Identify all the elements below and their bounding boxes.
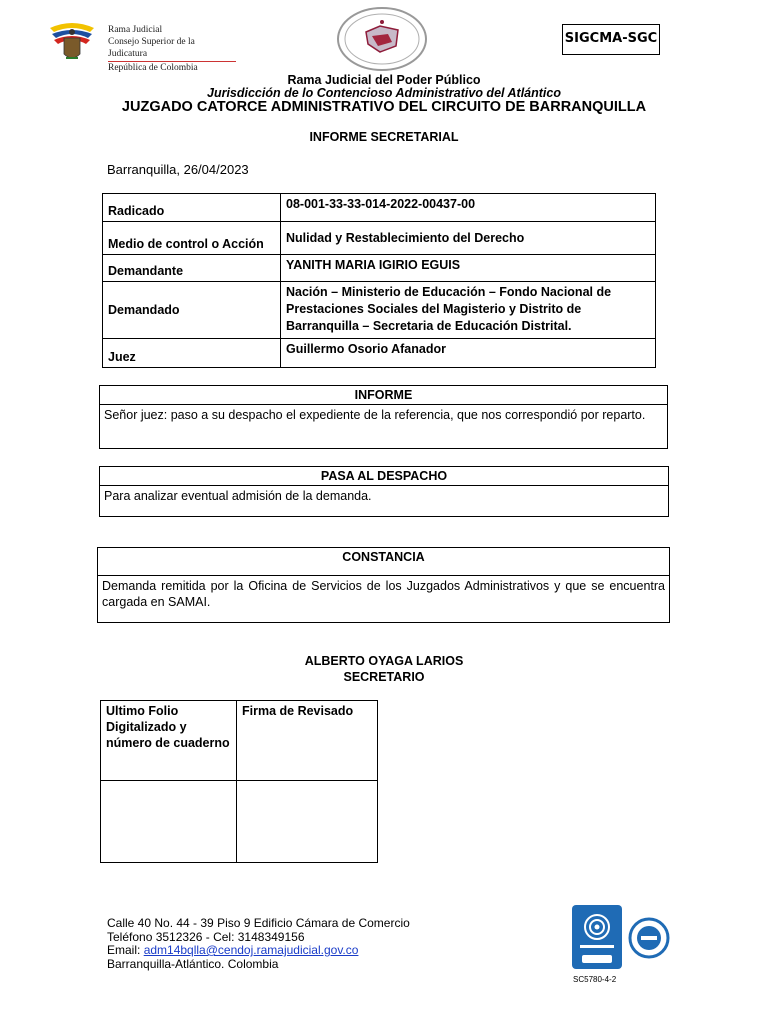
logo-line-3: República de Colombia: [108, 63, 198, 73]
footer-email-label: Email:: [107, 943, 144, 957]
pasa-heading: PASA AL DESPACHO: [100, 467, 668, 486]
constancia-box: [97, 547, 670, 623]
table-row: [103, 194, 656, 222]
document-date: Barranquilla, 26/04/2023: [107, 162, 249, 177]
info-value: Nación – Ministerio de Educación – Fondo Nacional de Prestaciones Sociales del Magisterio y Distrito de Barranquilla – Secretaria de Educación Distrital.: [281, 282, 656, 339]
secretary-role: SECRETARIO: [343, 670, 425, 684]
info-value: YANITH MARIA IGIRIO EGUIS: [281, 255, 656, 282]
court-name: JUZGADO CATORCE ADMINISTRATIVO DEL CIRCUITO DE BARRANQUILLA: [121, 99, 647, 115]
case-info-table: [102, 193, 656, 368]
pasa-despacho-box: [99, 466, 669, 517]
document-title: INFORME SECRETARIAL: [309, 130, 459, 144]
info-value: Nulidad y Restablecimiento del Derecho: [281, 222, 656, 255]
info-value: Guillermo Osorio Afanador: [281, 339, 656, 368]
footer-email-link[interactable]: adm14bqlla@cendoj.ramajudicial.gov.co: [143, 943, 359, 957]
table-row: [101, 781, 378, 863]
firma-header: Firma de Revisado: [237, 701, 378, 781]
footer-address: Calle 40 No. 44 - 39 Piso 9 Edificio Cámara de Comercio: [107, 916, 410, 930]
sigcma-badge: SIGCMA-SGC: [562, 24, 660, 55]
logo-line-1: Rama Judicial: [108, 25, 163, 35]
table-row: [103, 339, 656, 368]
secretary-name: ALBERTO OYAGA LARIOS: [304, 654, 464, 668]
iqnet-icon: [628, 917, 670, 959]
icontec-icon: [572, 905, 622, 969]
footer-email-line: [107, 944, 410, 958]
table-row: [103, 222, 656, 255]
folio-header: Ultimo Folio Digitalizado y número de cuaderno: [101, 701, 237, 781]
informe-body: Señor juez: paso a su despacho el expediente de la referencia, que nos correspondió por reparto.: [104, 408, 646, 422]
info-key: Demandante: [103, 255, 281, 282]
contencioso-seal-logo: [336, 6, 428, 72]
info-value: 08-001-33-33-014-2022-00437-00: [281, 194, 656, 222]
info-key: Juez: [103, 339, 281, 368]
logo-text: [108, 24, 236, 74]
colombia-coat-of-arms-icon: [46, 20, 98, 66]
header-line-2: Jurisdicción de lo Contencioso Administrativo del Atlántico: [207, 86, 561, 100]
certificate-code: SC5780-4-2: [573, 975, 617, 984]
logo-line-2: Consejo Superior de la Judicatura: [108, 36, 236, 62]
constancia-body: Demanda remitida por la Oficina de Servicios de los Juzgados Administrativos y que se encuentra cargada en SAMAI.: [102, 579, 665, 609]
info-key: Radicado: [103, 194, 281, 222]
rama-judicial-logo: [46, 20, 236, 73]
iqnet-logo: [628, 917, 670, 959]
informe-heading: INFORME: [100, 386, 667, 405]
constancia-heading: CONSTANCIA: [98, 548, 669, 576]
info-key: Demandado: [103, 282, 281, 339]
footer-phone: Teléfono 3512326 - Cel: 3148349156: [107, 929, 305, 944]
table-row: [101, 701, 378, 781]
firma-cell[interactable]: [237, 781, 378, 863]
folio-table: [100, 700, 378, 863]
pasa-body: Para analizar eventual admisión de la demanda.: [104, 489, 372, 503]
footer-contact: [107, 917, 410, 971]
table-row: [103, 255, 656, 282]
informe-box: [99, 385, 668, 449]
table-row: [103, 282, 656, 339]
footer-city: Barranquilla-Atlántico. Colombia: [107, 956, 279, 971]
header-line-1: Rama Judicial del Poder Público: [287, 73, 481, 87]
seal-icon: [336, 6, 428, 72]
icontec-logo: [572, 905, 622, 969]
folio-cell[interactable]: [101, 781, 237, 863]
info-key: Medio de control o Acción: [103, 222, 281, 255]
